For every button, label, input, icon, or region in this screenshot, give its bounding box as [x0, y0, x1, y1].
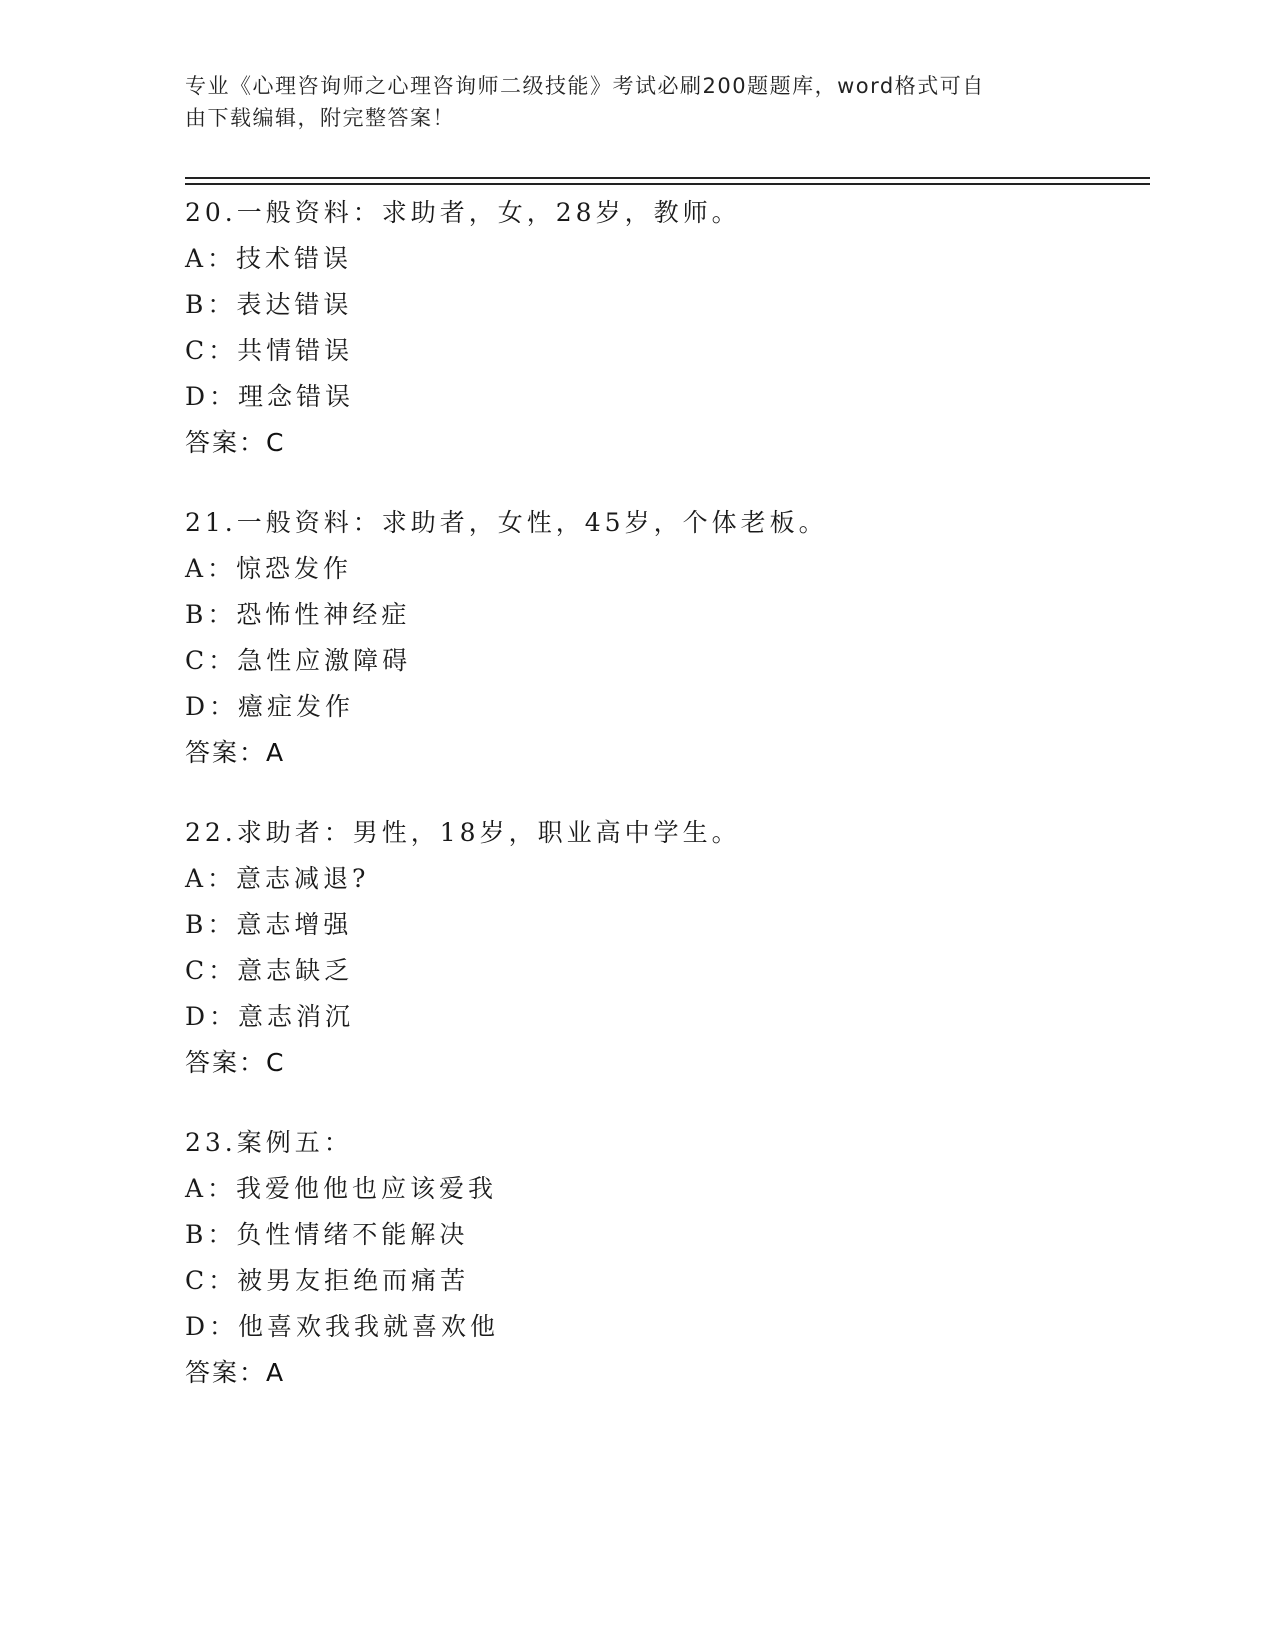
option-c: C：共情错误 [185, 336, 354, 365]
option-b: B：恐怖性神经症 [185, 600, 411, 629]
question-stem: 20.一般资料：求助者，女，28岁，教师。 [185, 198, 741, 227]
option-c: C：急性应激障碍 [185, 646, 412, 675]
header-divider-top [185, 177, 1150, 179]
question-stem: 23.案例五： [185, 1128, 353, 1157]
option-a: A：技术错误 [185, 244, 353, 273]
option-b: B：表达错误 [185, 290, 353, 319]
option-a: A：惊恐发作 [185, 554, 353, 583]
option-b: B：意志增强 [185, 910, 353, 939]
question-21 [185, 500, 1145, 776]
answer-line: 答案：A [185, 738, 286, 767]
answer-line: 答案：A [185, 1358, 286, 1387]
option-a: A：我爱他他也应该爱我 [185, 1174, 498, 1203]
document-header [185, 70, 1065, 134]
option-d: D：理念错误 [185, 382, 355, 411]
header-divider-bottom [185, 183, 1150, 185]
answer-line: 答案：C [185, 428, 286, 457]
question-22 [185, 810, 1145, 1086]
option-d: D：他喜欢我我就喜欢他 [185, 1312, 500, 1341]
option-a: A：意志减退? [185, 864, 370, 893]
question-20 [185, 190, 1145, 466]
option-d: D：意志消沉 [185, 1002, 355, 1031]
question-stem: 22.求助者：男性，18岁，职业高中学生。 [185, 818, 741, 847]
option-c: C：被男友拒绝而痛苦 [185, 1266, 470, 1295]
option-d: D：癔症发作 [185, 692, 355, 721]
question-stem: 21.一般资料：求助者，女性，45岁，个体老板。 [185, 508, 828, 537]
answer-line: 答案：C [185, 1048, 286, 1077]
header-intro-line-2: 由下载编辑，附完整答案！ [185, 106, 455, 130]
option-b: B：负性情绪不能解决 [185, 1220, 469, 1249]
option-c: C：意志缺乏 [185, 956, 354, 985]
question-23 [185, 1120, 1145, 1396]
header-intro-line-1: 专业《心理咨询师之心理咨询师二级技能》考试必刷200题题库，word格式可自 [185, 74, 985, 98]
question-list [185, 190, 1145, 1430]
